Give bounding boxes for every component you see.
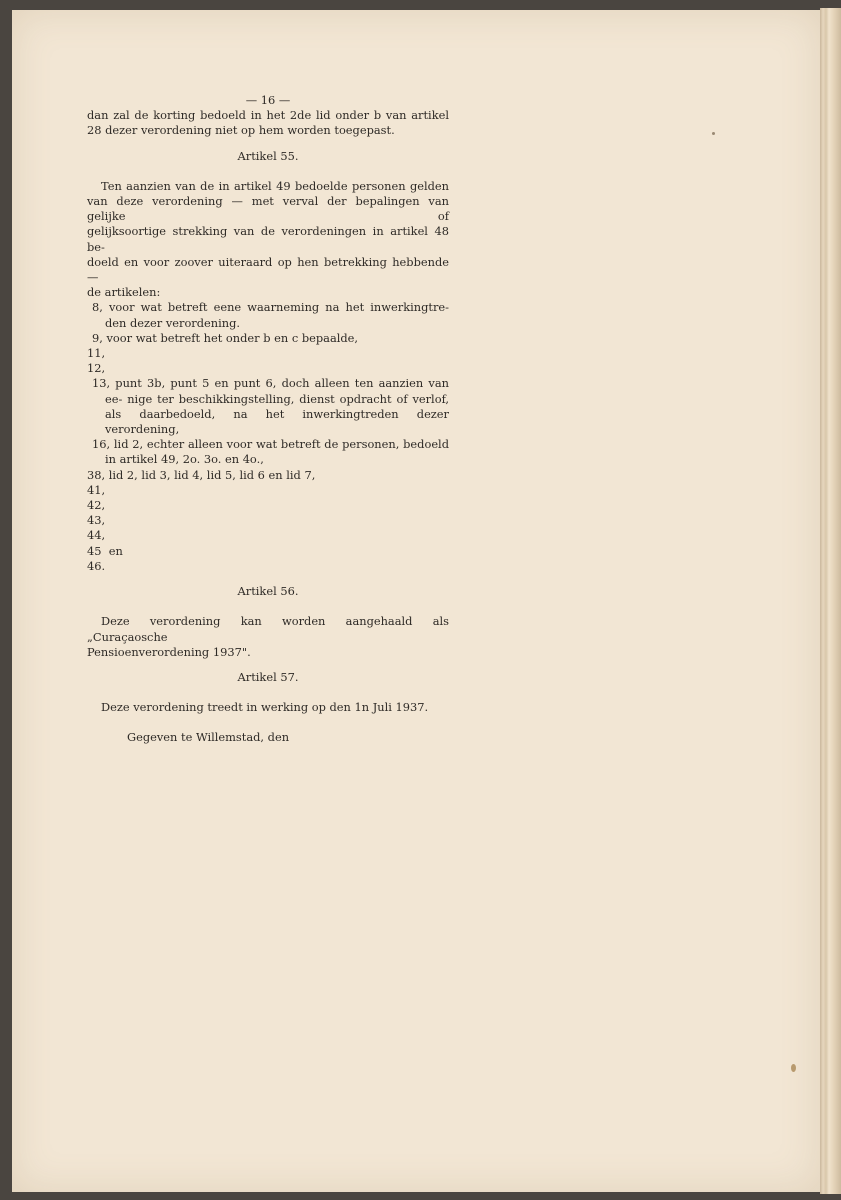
article-55-line-1: Ten aanzien van de in artikel 49 bedoelde personen gelden: [101, 178, 449, 193]
list-item: 11,: [87, 346, 106, 361]
list-item: 41,: [87, 482, 106, 497]
article-55-line-3: gelijksoortige strekking van de verordeningen in artikel 48 be-: [87, 224, 449, 254]
list-item: 43,: [87, 513, 106, 528]
paper-speck: [712, 132, 715, 135]
article-56-line-2: Pensioenverordening 1937".: [87, 644, 251, 659]
intro-line-2: 28 dezer verordening niet op hem worden toegepast.: [87, 123, 395, 138]
intro-line-1: dan zal de korting bedoeld in het 2de lid onder b van artikel: [87, 108, 449, 123]
closing-line: Gegeven te Willemstad, den: [127, 730, 290, 745]
article-57-heading: Artikel 57.: [237, 669, 299, 684]
article-55-line-4: doeld en voor zoover uiteraard op hen betrekking hebbende —: [87, 254, 449, 285]
list-item: 16, lid 2, echter alleen voor wat betreft de personen, bedoeld in artikel 49, 2o. 3o. en 4o.,: [92, 437, 449, 467]
list-item: 46.: [87, 558, 106, 573]
list-item: 44,: [87, 528, 106, 543]
list-item: 8, voor wat betreft eene waarneming na het inwerkingtre- den dezer verordening.: [92, 300, 449, 330]
article-55-heading: Artikel 55.: [237, 148, 299, 163]
article-55-line-5: de artikelen:: [87, 285, 161, 300]
list-item: 38, lid 2, lid 3, lid 4, lid 5, lid 6 en lid 7,: [87, 467, 316, 482]
article-57-text: Deze verordening treedt in werking op den 1n Juli 1937.: [101, 700, 429, 715]
page-edge-stack: [820, 8, 841, 1194]
article-55-line-2: van deze verordening — met verval der bepalingen van gelijke of: [87, 194, 449, 224]
list-item: 45 en: [87, 543, 123, 558]
article-56-heading: Artikel 56.: [237, 584, 299, 599]
document-text: [87, 93, 449, 746]
page-number: — 16 —: [245, 93, 291, 107]
list-item: 9, voor wat betreft het onder b en c bepaalde,: [92, 330, 359, 345]
paper-stain: [791, 1064, 796, 1072]
article-56-line-1: Deze verordening kan worden aangehaald als „Curaçaosche: [87, 614, 449, 644]
list-item: 13, punt 3b, punt 5 en punt 6, doch alleen ten aanzien van ee- nige ter beschikkingstelling, dienst opdracht of verlof, als daarbedoeld, na het inwerkingtreden dezer verordening,: [92, 376, 449, 437]
list-item: 42,: [87, 498, 106, 513]
list-item: 12,: [87, 361, 106, 376]
